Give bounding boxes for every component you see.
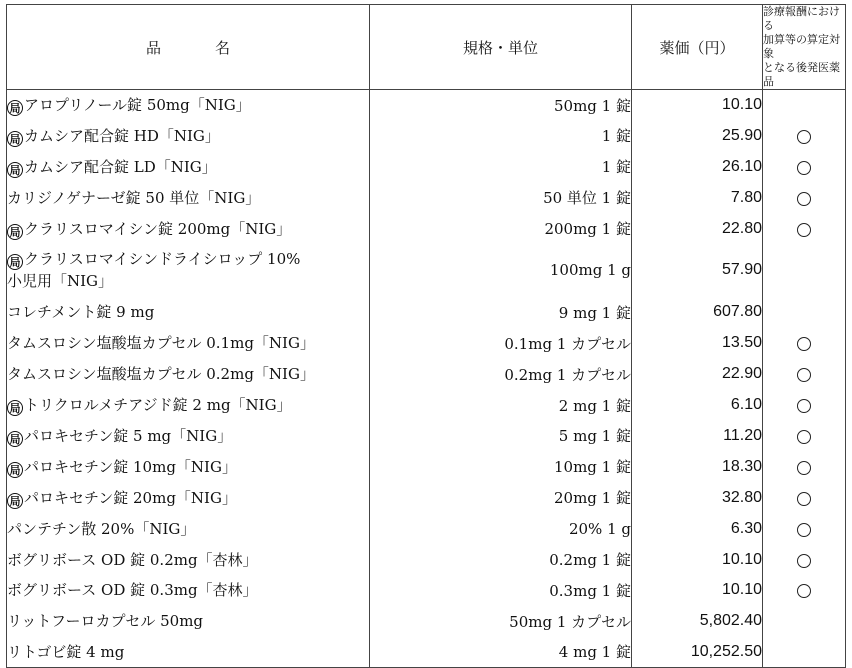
eligible-circle-icon: [797, 492, 811, 506]
pharmacopoeia-mark-icon: 局: [7, 431, 23, 447]
eligible-circle-icon: [797, 161, 811, 175]
eligible-circle-icon: [797, 584, 811, 598]
pharmacopoeia-mark-icon: 局: [7, 462, 23, 478]
eligible-cell: [763, 244, 846, 297]
pharmacopoeia-mark-icon: 局: [7, 131, 23, 147]
spec-unit-cell: 50 単位 1 錠: [370, 182, 632, 213]
table-row: [7, 328, 846, 359]
spec-unit-cell: 50mg 1 錠: [370, 90, 632, 121]
product-name-cell: [7, 390, 370, 421]
eligible-cell: [763, 328, 846, 359]
table-row: [7, 637, 846, 668]
eligible-cell: [763, 421, 846, 452]
eligible-cell: [763, 390, 846, 421]
product-name-cell: [7, 90, 370, 121]
product-name-cell: [7, 421, 370, 452]
pharmacopoeia-mark-icon: 局: [7, 224, 23, 240]
table-row: [7, 213, 846, 244]
spec-unit-cell: 0.2mg 1 錠: [370, 544, 632, 575]
header-product-name: [7, 5, 370, 90]
spec-unit-cell: 9 mg 1 錠: [370, 297, 632, 328]
pharmacopoeia-mark-icon: 局: [7, 100, 23, 116]
eligible-circle-icon: [797, 192, 811, 206]
price-cell: 607.80: [632, 297, 763, 328]
eligible-circle-icon: [797, 130, 811, 144]
price-cell: 10,252.50: [632, 637, 763, 668]
price-cell: 5,802.40: [632, 606, 763, 637]
spec-unit-cell: 100mg 1 g: [370, 244, 632, 297]
eligible-circle-icon: [797, 430, 811, 444]
header-eligible-generic: [763, 5, 846, 90]
spec-unit-cell: 0.1mg 1 カプセル: [370, 328, 632, 359]
eligible-cell: [763, 359, 846, 390]
eligible-cell: [763, 451, 846, 482]
product-name: ボグリボース OD 錠 0.2mg「杏林」: [7, 550, 258, 569]
eligible-cell: [763, 575, 846, 606]
drug-price-table: [6, 4, 846, 668]
product-name: カムシア配合錠 HD「NIG」: [24, 126, 220, 145]
price-cell: 57.90: [632, 244, 763, 297]
product-name-cell: [7, 482, 370, 513]
header-name-part2: 名: [215, 38, 231, 57]
eligible-circle-icon: [797, 461, 811, 475]
product-name: パロキセチン錠 20mg「NIG」: [24, 488, 237, 507]
table-row: [7, 421, 846, 452]
table-row: [7, 575, 846, 606]
product-name: リトゴビ錠 4 mg: [7, 642, 125, 661]
price-cell: 18.30: [632, 451, 763, 482]
product-name: クラリスロマイシン錠 200mg「NIG」: [24, 219, 292, 238]
spec-unit-cell: 50mg 1 カプセル: [370, 606, 632, 637]
table-row: [7, 90, 846, 121]
table-row: [7, 120, 846, 151]
table-row: [7, 451, 846, 482]
product-name-cell: [7, 120, 370, 151]
eligible-circle-icon: [797, 554, 811, 568]
product-name-cell: [7, 513, 370, 544]
spec-unit-cell: 0.2mg 1 カプセル: [370, 359, 632, 390]
header-note-line2: 加算等の算定対象: [763, 33, 840, 60]
eligible-cell: [763, 120, 846, 151]
price-cell: 22.80: [632, 213, 763, 244]
price-cell: 6.10: [632, 390, 763, 421]
eligible-cell: [763, 637, 846, 668]
table-row: [7, 513, 846, 544]
table-row: [7, 151, 846, 182]
eligible-circle-icon: [797, 223, 811, 237]
eligible-cell: [763, 90, 846, 121]
product-name: パロキセチン錠 10mg「NIG」: [24, 457, 237, 476]
product-name-cell: [7, 451, 370, 482]
eligible-cell: [763, 544, 846, 575]
product-name-cell: [7, 544, 370, 575]
product-name-cell: [7, 182, 370, 213]
product-name-cell: [7, 359, 370, 390]
header-price: 薬価（円）: [632, 5, 763, 90]
header-spec-unit: 規格・単位: [370, 5, 632, 90]
spec-unit-cell: 20% 1 g: [370, 513, 632, 544]
product-name-cell: [7, 151, 370, 182]
product-name: タムスロシン塩酸塩カプセル 0.1mg「NIG」: [7, 334, 315, 353]
eligible-cell: [763, 213, 846, 244]
spec-unit-cell: 200mg 1 錠: [370, 213, 632, 244]
product-name: アロプリノール錠 50mg「NIG」: [24, 96, 251, 115]
price-cell: 13.50: [632, 328, 763, 359]
eligible-cell: [763, 606, 846, 637]
price-cell: 22.90: [632, 359, 763, 390]
product-name-cell: [7, 575, 370, 606]
table-header: [7, 5, 846, 90]
pharmacopoeia-mark-icon: 局: [7, 493, 23, 509]
price-cell: 10.10: [632, 575, 763, 606]
table-row: [7, 244, 846, 297]
product-name: カムシア配合錠 LD「NIG」: [24, 157, 217, 176]
eligible-cell: [763, 513, 846, 544]
product-name-cell: [7, 297, 370, 328]
table-row: [7, 606, 846, 637]
table-row: [7, 544, 846, 575]
product-name: コレチメント錠 9 mg: [7, 303, 155, 322]
product-name: クラリスロマイシンドライシロップ 10%: [24, 250, 301, 269]
eligible-circle-icon: [797, 337, 811, 351]
price-cell: 6.30: [632, 513, 763, 544]
eligible-cell: [763, 182, 846, 213]
product-name: トリクロルメチアジド錠 2 mg「NIG」: [24, 396, 292, 415]
spec-unit-cell: 5 mg 1 錠: [370, 421, 632, 452]
product-name-cell: [7, 637, 370, 668]
product-name: パロキセチン錠 5 mg「NIG」: [24, 426, 233, 445]
pharmacopoeia-mark-icon: 局: [7, 162, 23, 178]
product-name-cell: [7, 213, 370, 244]
product-name: カリジノゲナーゼ錠 50 単位「NIG」: [7, 188, 261, 207]
table-row: [7, 482, 846, 513]
product-name: ボグリボース OD 錠 0.3mg「杏林」: [7, 581, 258, 600]
spec-unit-cell: 2 mg 1 錠: [370, 390, 632, 421]
table-row: [7, 359, 846, 390]
price-cell: 7.80: [632, 182, 763, 213]
table-row: [7, 390, 846, 421]
product-name-cell: [7, 328, 370, 359]
eligible-circle-icon: [797, 399, 811, 413]
spec-unit-cell: 4 mg 1 錠: [370, 637, 632, 668]
pharmacopoeia-mark-icon: 局: [7, 254, 23, 270]
header-note-line1: 診療報酬における: [763, 5, 840, 32]
product-name: リットフーロカプセル 50mg: [7, 612, 204, 631]
header-name-part1: 品: [145, 38, 161, 57]
product-name-cell: [7, 244, 370, 297]
header-row: [7, 5, 846, 90]
eligible-cell: [763, 151, 846, 182]
product-name: タムスロシン塩酸塩カプセル 0.2mg「NIG」: [7, 365, 315, 384]
table-row: [7, 182, 846, 213]
spec-unit-cell: 20mg 1 錠: [370, 482, 632, 513]
spec-unit-cell: 0.3mg 1 錠: [370, 575, 632, 606]
eligible-cell: [763, 482, 846, 513]
spec-unit-cell: 1 錠: [370, 120, 632, 151]
price-cell: 10.10: [632, 90, 763, 121]
price-cell: 26.10: [632, 151, 763, 182]
price-cell: 25.90: [632, 120, 763, 151]
product-name-line2: 小児用「NIG」: [7, 272, 114, 291]
spec-unit-cell: 1 錠: [370, 151, 632, 182]
product-name: パンテチン散 20%「NIG」: [7, 519, 196, 538]
price-cell: 11.20: [632, 421, 763, 452]
table-body: [7, 90, 846, 668]
eligible-cell: [763, 297, 846, 328]
spec-unit-cell: 10mg 1 錠: [370, 451, 632, 482]
eligible-circle-icon: [797, 523, 811, 537]
price-cell: 10.10: [632, 544, 763, 575]
pharmacopoeia-mark-icon: 局: [7, 400, 23, 416]
table-row: [7, 297, 846, 328]
header-note-line3: となる後発医薬品: [763, 61, 840, 88]
eligible-circle-icon: [797, 368, 811, 382]
product-name-cell: [7, 606, 370, 637]
price-cell: 32.80: [632, 482, 763, 513]
